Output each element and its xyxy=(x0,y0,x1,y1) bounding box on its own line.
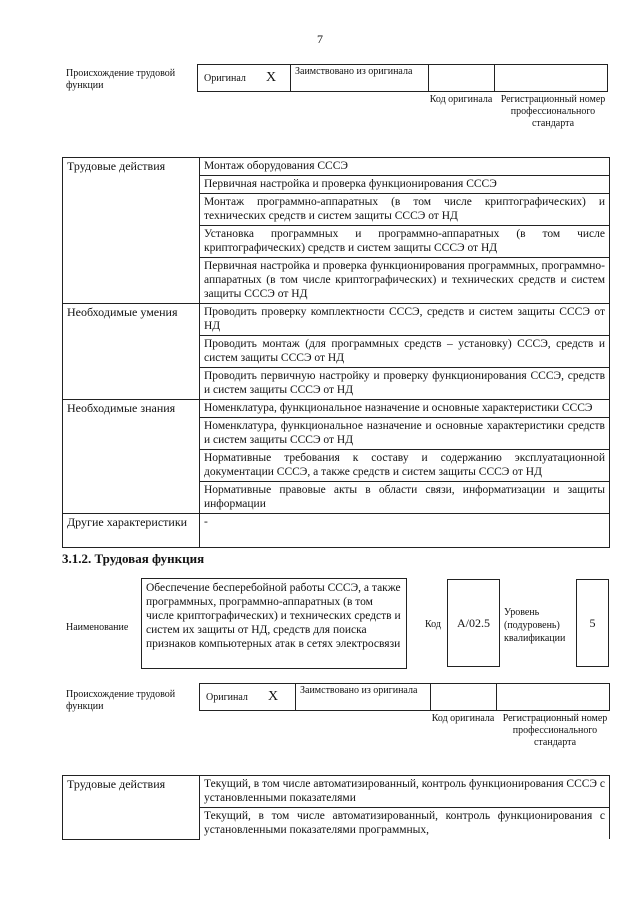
code-label: Код xyxy=(425,619,441,630)
row-label: Необходимые знания xyxy=(63,400,200,514)
code-caption: Код оригинала xyxy=(429,94,493,105)
row-label: Трудовые действия xyxy=(63,158,200,304)
original-code-cell xyxy=(430,684,496,710)
work-table xyxy=(62,775,610,840)
reg-caption: Регистрационный номер профессионального стандарта xyxy=(500,94,606,129)
table-cell: Проводить проверку комплектности СССЭ, средств и систем защиты СССЭ от НД xyxy=(200,304,610,336)
level-label: Уровень (подуровень) квалификации xyxy=(504,607,566,644)
table-cell: Первичная настройка и проверка функционирования СССЭ xyxy=(200,176,610,194)
row-label: Другие характеристики xyxy=(63,514,200,548)
function-code: A/02.5 xyxy=(447,579,500,667)
reg-number-cell xyxy=(496,684,609,710)
table-cell: Монтаж оборудования СССЭ xyxy=(200,158,610,176)
function-name: Обеспечение бесперебойной работы СССЭ, а также программных, программно-аппаратных (в том числе криптографических) и технических средств и систем их защиты от НД, средств для поиска признаков компьютерных атак в сетях электросвязи xyxy=(141,578,407,669)
page-number: 7 xyxy=(317,32,323,46)
original-code-cell xyxy=(428,65,494,91)
row-label: Необходимые умения xyxy=(63,304,200,400)
origin-label: Происхождение трудовой функции xyxy=(66,689,176,712)
table-cell: Первичная настройка и проверка функционирования программных, программно-аппаратных (в том числе криптографических) и технических средств и систем защиты СССЭ от НД xyxy=(200,258,610,304)
reg-number-cell xyxy=(494,65,607,91)
original-mark: X xyxy=(266,70,277,85)
table-cell: Номенклатура, функциональное назначение и основные характеристики средств и систем защиты СССЭ от НД xyxy=(200,418,610,450)
table-cell: Монтаж программно-аппаратных (в том числе криптографических) и технических средств и систем защиты СССЭ от НД xyxy=(200,194,610,226)
work-table xyxy=(62,157,610,548)
row-label: Трудовые действия xyxy=(63,776,200,840)
original-mark: X xyxy=(268,689,279,704)
original-label: Оригинал xyxy=(206,692,248,703)
original-label: Оригинал xyxy=(204,73,246,84)
borrowed-label: Заимствовано из оригинала xyxy=(295,684,430,710)
table-cell: Проводить монтаж (для программных средств – установку) СССЭ, средств и систем защиты СССЭ от НД xyxy=(200,336,610,368)
table-row xyxy=(63,400,610,418)
origin-label: Происхождение трудовой функции xyxy=(66,68,176,91)
reg-caption: Регистрационный номер профессионального стандарта xyxy=(502,713,608,748)
table-row xyxy=(63,514,610,548)
borrowed-label: Заимствовано из оригинала xyxy=(290,65,428,91)
table-cell: Номенклатура, функциональное назначение и основные характеристики СССЭ xyxy=(200,400,610,418)
table-row xyxy=(63,776,610,808)
qualification-level: 5 xyxy=(576,579,609,667)
table-cell: Установка программных и программно-аппаратных (в том числе криптографических) средств и систем защиты СССЭ от НД xyxy=(200,226,610,258)
section-title: 3.1.2. Трудовая функция xyxy=(62,551,205,566)
origin-box xyxy=(199,683,610,711)
table-row xyxy=(63,158,610,176)
table-cell: Проводить первичную настройку и проверку функционирования СССЭ, средств и систем защиты СССЭ от НД xyxy=(200,368,610,400)
origin-box xyxy=(197,64,608,92)
table-cell: Текущий, в том числе автоматизированный, контроль функционирования СССЭ с установленными показателями xyxy=(200,776,610,808)
table-cell: Нормативные требования к составу и содержанию эксплуатационной документации СССЭ, а также средств и систем защиты СССЭ от НД xyxy=(200,450,610,482)
name-label: Наименование xyxy=(66,622,129,633)
table-row xyxy=(63,304,610,336)
table-cell: Текущий, в том числе автоматизированный, контроль функционирования с установленными показателями программных, xyxy=(200,808,610,840)
table-cell: - xyxy=(200,514,610,548)
code-caption: Код оригинала xyxy=(431,713,495,724)
table-cell: Нормативные правовые акты в области связи, информатизации и защиты информации xyxy=(200,482,610,514)
